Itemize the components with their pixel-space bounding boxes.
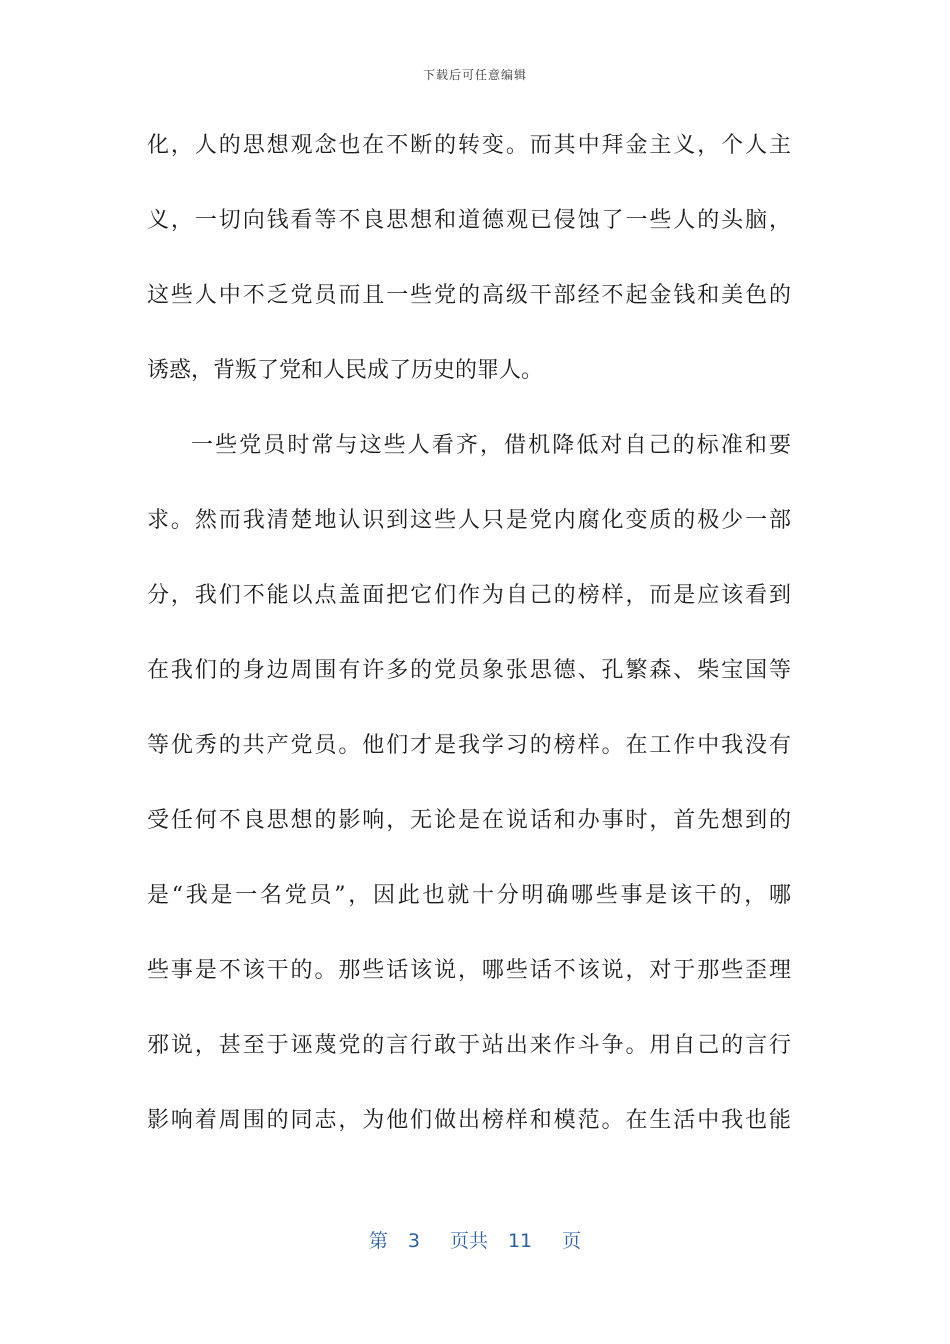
text-line: 化，人的思想观念也在不断的转变。而其中拜金主义，个人主 <box>147 133 791 158</box>
footer-middle: 页共 <box>449 1230 488 1252</box>
text-line: 等优秀的共产党员。他们才是我学习的榜样。在工作中我没有 <box>147 733 791 758</box>
page-footer <box>0 1226 950 1253</box>
text-line: 诱惑，背叛了党和人民成了历史的罪人。 <box>147 358 544 383</box>
text-line: 义，一切向钱看等不良思想和道德观已侵蚀了一些人的头脑， <box>147 208 791 233</box>
text-line: 是“我是一名党员”，因此也就十分明确哪些事是该干的，哪 <box>147 883 791 908</box>
text-line: 分，我们不能以点盖面把它们作为自己的榜样，而是应该看到 <box>147 583 791 608</box>
text-line: 一些党员时常与这些人看齐，借机降低对自己的标准和要 <box>191 433 791 458</box>
text-line: 受任何不良思想的影响，无论是在说话和办事时，首先想到的 <box>147 808 791 833</box>
text-line: 影响着周围的同志，为他们做出榜样和模范。在生活中我也能 <box>147 1108 791 1133</box>
text-line: 在我们的身边周围有许多的党员象张思德、孔繁森、柴宝国等 <box>147 658 791 683</box>
text-line: 求。然而我清楚地认识到这些人只是党内腐化变质的极少一部 <box>147 508 791 533</box>
total-page-count: 11 <box>507 1230 533 1252</box>
text-line: 邪说，甚至于诬蔑党的言行敢于站出来作斗争。用自己的言行 <box>147 1033 791 1058</box>
header-note: 下载后可任意编辑 <box>422 68 527 82</box>
text-line: 些事是不该干的。那些话该说，哪些话不该说，对于那些歪理 <box>147 958 791 983</box>
document-body <box>147 127 791 1177</box>
current-page-number: 3 <box>407 1230 420 1252</box>
footer-prefix: 第 <box>368 1230 388 1252</box>
footer-suffix: 页 <box>562 1230 582 1252</box>
text-line: 这些人中不乏党员而且一些党的高级干部经不起金钱和美色的 <box>147 283 791 308</box>
